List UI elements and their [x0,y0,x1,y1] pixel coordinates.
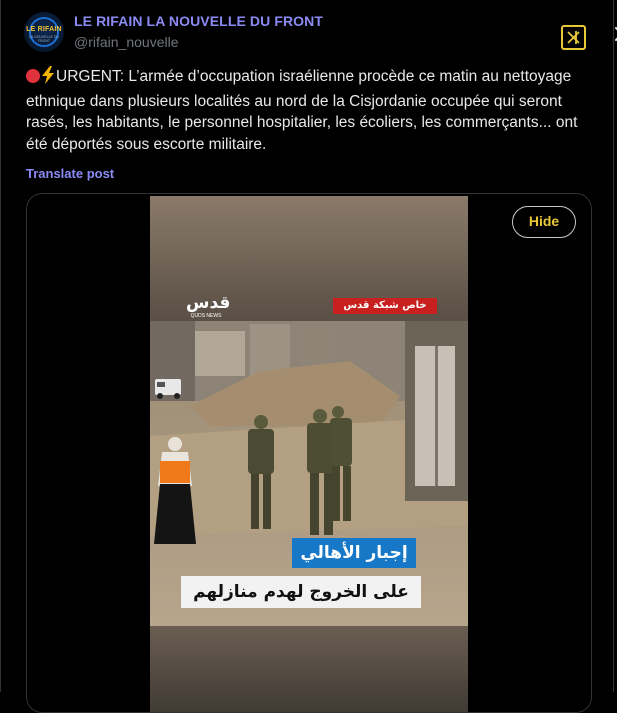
network-logo: قدس [186,293,231,313]
caption-line-2: على الخروج لهدم منازلهم [181,576,421,608]
post-text [26,66,598,155]
exclusive-tag: خاص شبكة قدس [333,298,437,314]
caption-line-1: إجبار الأهالي [292,538,416,568]
brand-logo-icon[interactable] [561,25,586,50]
post-text-body: URGENT: L’armée d’occupation israélienne procède ce matin au nettoyage ethnique dans plusieurs localités au nord de la Cisjordanie occupée qui seront rasés, les habitants, le personnel hospitalier, les écoliers, les commerçants... ont été déportés sous escorte militaire. [26,68,578,153]
avatar-subtext: LA NOUVELLE DU FRONT [29,35,59,43]
lightning-icon [41,66,55,91]
video-player[interactable] [150,196,468,713]
avatar[interactable] [24,12,64,52]
avatar-text: LE RIFAIN [26,26,62,33]
translate-post-link[interactable]: Translate post [26,166,115,181]
media-card [26,193,592,713]
hide-button[interactable]: Hide [512,206,576,238]
author-display-name[interactable]: LE RIFAIN LA NOUVELLE DU FRONT [74,13,324,29]
author-handle[interactable]: @rifain_nouvelle [74,34,179,50]
network-logo-sub: QUDS NEWS [190,313,222,319]
post-header [24,12,604,54]
close-icon[interactable] [612,24,617,44]
right-border [613,0,614,692]
left-border [0,0,1,692]
video-frame [150,196,468,713]
red-circle-icon [26,69,40,83]
